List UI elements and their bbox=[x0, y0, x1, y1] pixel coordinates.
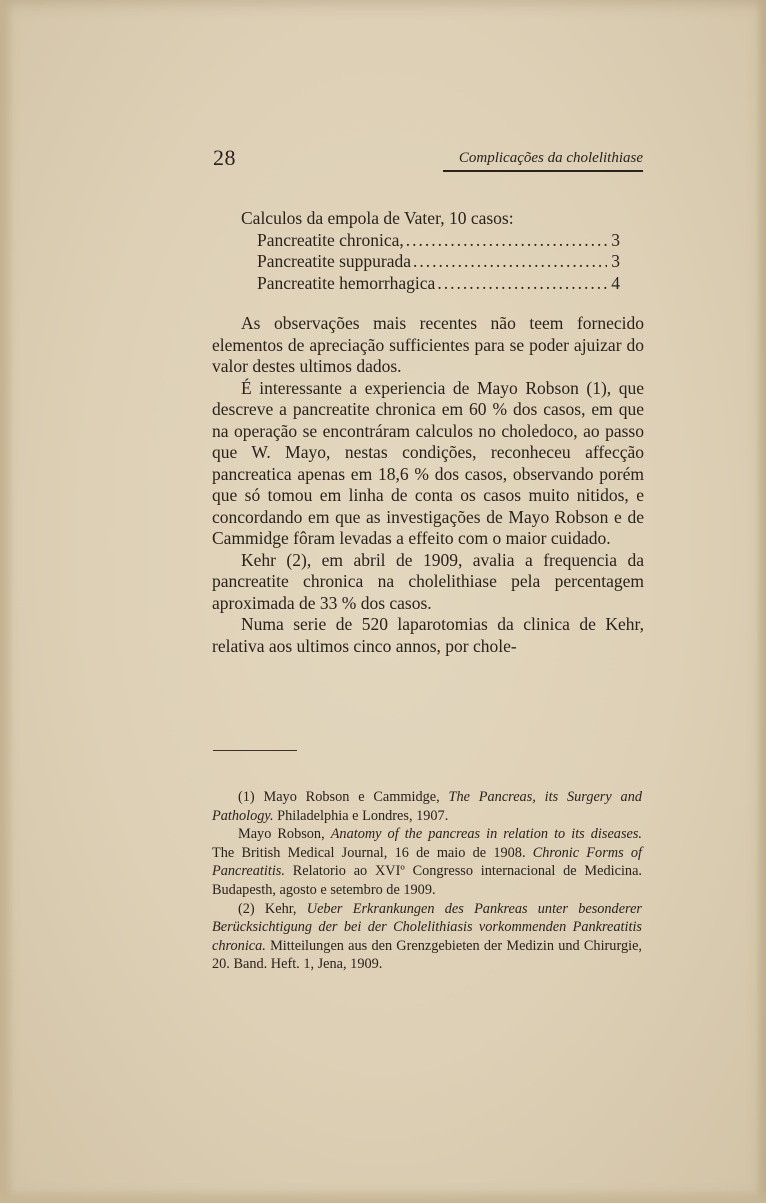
case-row bbox=[257, 251, 620, 273]
footnote-text: (2) Kehr, bbox=[238, 900, 307, 917]
case-label: Pancreatite suppurada bbox=[257, 251, 412, 271]
paragraph: Kehr (2), em abril de 1909, avalia a frequencia da pancreatite chronica na cholelithiase pela percentagem aproximada de 33 % dos casos. bbox=[212, 549, 644, 613]
dot-leader bbox=[406, 230, 608, 252]
paragraph: Numa serie de 520 laparotomias da clinica de Kehr, relativa aos ultimos cinco annos, por chole- bbox=[212, 614, 644, 656]
case-count: 3 bbox=[611, 229, 620, 250]
footnote-text: (1) Mayo Robson e Cammidge, bbox=[238, 789, 449, 805]
dot-leader bbox=[413, 251, 607, 273]
footnote-text: Philadelphia e Londres, 1907. bbox=[273, 807, 449, 824]
case-count: 4 bbox=[611, 272, 620, 293]
footnote-text: Mayo Robson, bbox=[238, 826, 331, 843]
page-edge-bottom bbox=[0, 1189, 766, 1203]
footnote-work-title: The Pancreas, its Surgery and Pathology. bbox=[212, 789, 642, 824]
footnote-work-title: Ueber Erkrankungen des Pankreas unter besonderer Berücksichtigung der bei der Cholelithiasis vorkommenden Pankreatitis chronica. bbox=[212, 900, 642, 954]
footnote-work-title: Chronic Forms of Pancreatitis. bbox=[212, 844, 642, 880]
footnote-1 bbox=[212, 788, 642, 825]
header-rule bbox=[443, 170, 643, 172]
footnote-text: The British Medical Journal, 16 de maio de 1908. bbox=[212, 844, 533, 861]
paragraph: É interessante a experiencia de Mayo Robson (1), que descreve a pancreatite chronica em 60 % dos casos, em que na operação se encontráram calculos no choledoco, ao passo que W. Mayo, nestas condições, reconheceu affecção pancreatica apenas em 18,6 % dos casos, observando porém que só tomou em linha de conta os casos muito nitidos, e concordando em que as investigações de Mayo Robson e de Cammidge fôram levadas a effeito com o maior cuidado. bbox=[212, 377, 644, 548]
footnote-text: Mitteilungen aus den Grenzgebieten der Medizin und Chirurgie, 20. Band. Heft. 1, Jena, 1909. bbox=[212, 937, 642, 973]
dot-leader bbox=[437, 273, 607, 295]
footnote-work-title: Anatomy of the pancreas in relation to its diseases. bbox=[330, 826, 642, 843]
case-count: 3 bbox=[611, 251, 620, 271]
running-title: Complicações da cholelithiase bbox=[458, 150, 643, 166]
body-text bbox=[212, 208, 644, 657]
page-edge-left bbox=[0, 0, 14, 1203]
footnote-2 bbox=[212, 900, 642, 974]
case-row bbox=[257, 273, 620, 295]
paragraph: As observações mais recentes não teem fornecido elementos de apreciação sufficientes para se poder ajuizar do valor destes ultimos dados. bbox=[212, 313, 644, 376]
footnote-text: Relatorio ao XVIº Congresso internacional de Medicina. Budapesth, agosto e setembro de 1909. bbox=[212, 863, 642, 898]
page-edge-right bbox=[756, 0, 766, 1203]
footnote-rule bbox=[213, 750, 297, 751]
case-label: Pancreatite hemorrhagica bbox=[257, 272, 436, 293]
page-number: 28 bbox=[213, 145, 236, 170]
page-header bbox=[213, 145, 643, 171]
cases-title: Calculos da empola de Vater, 10 casos: bbox=[241, 208, 514, 228]
case-label: Pancreatite chronica, bbox=[257, 229, 404, 250]
footnote-1-continued bbox=[212, 825, 642, 899]
footnotes bbox=[212, 788, 642, 974]
case-row bbox=[257, 230, 620, 252]
